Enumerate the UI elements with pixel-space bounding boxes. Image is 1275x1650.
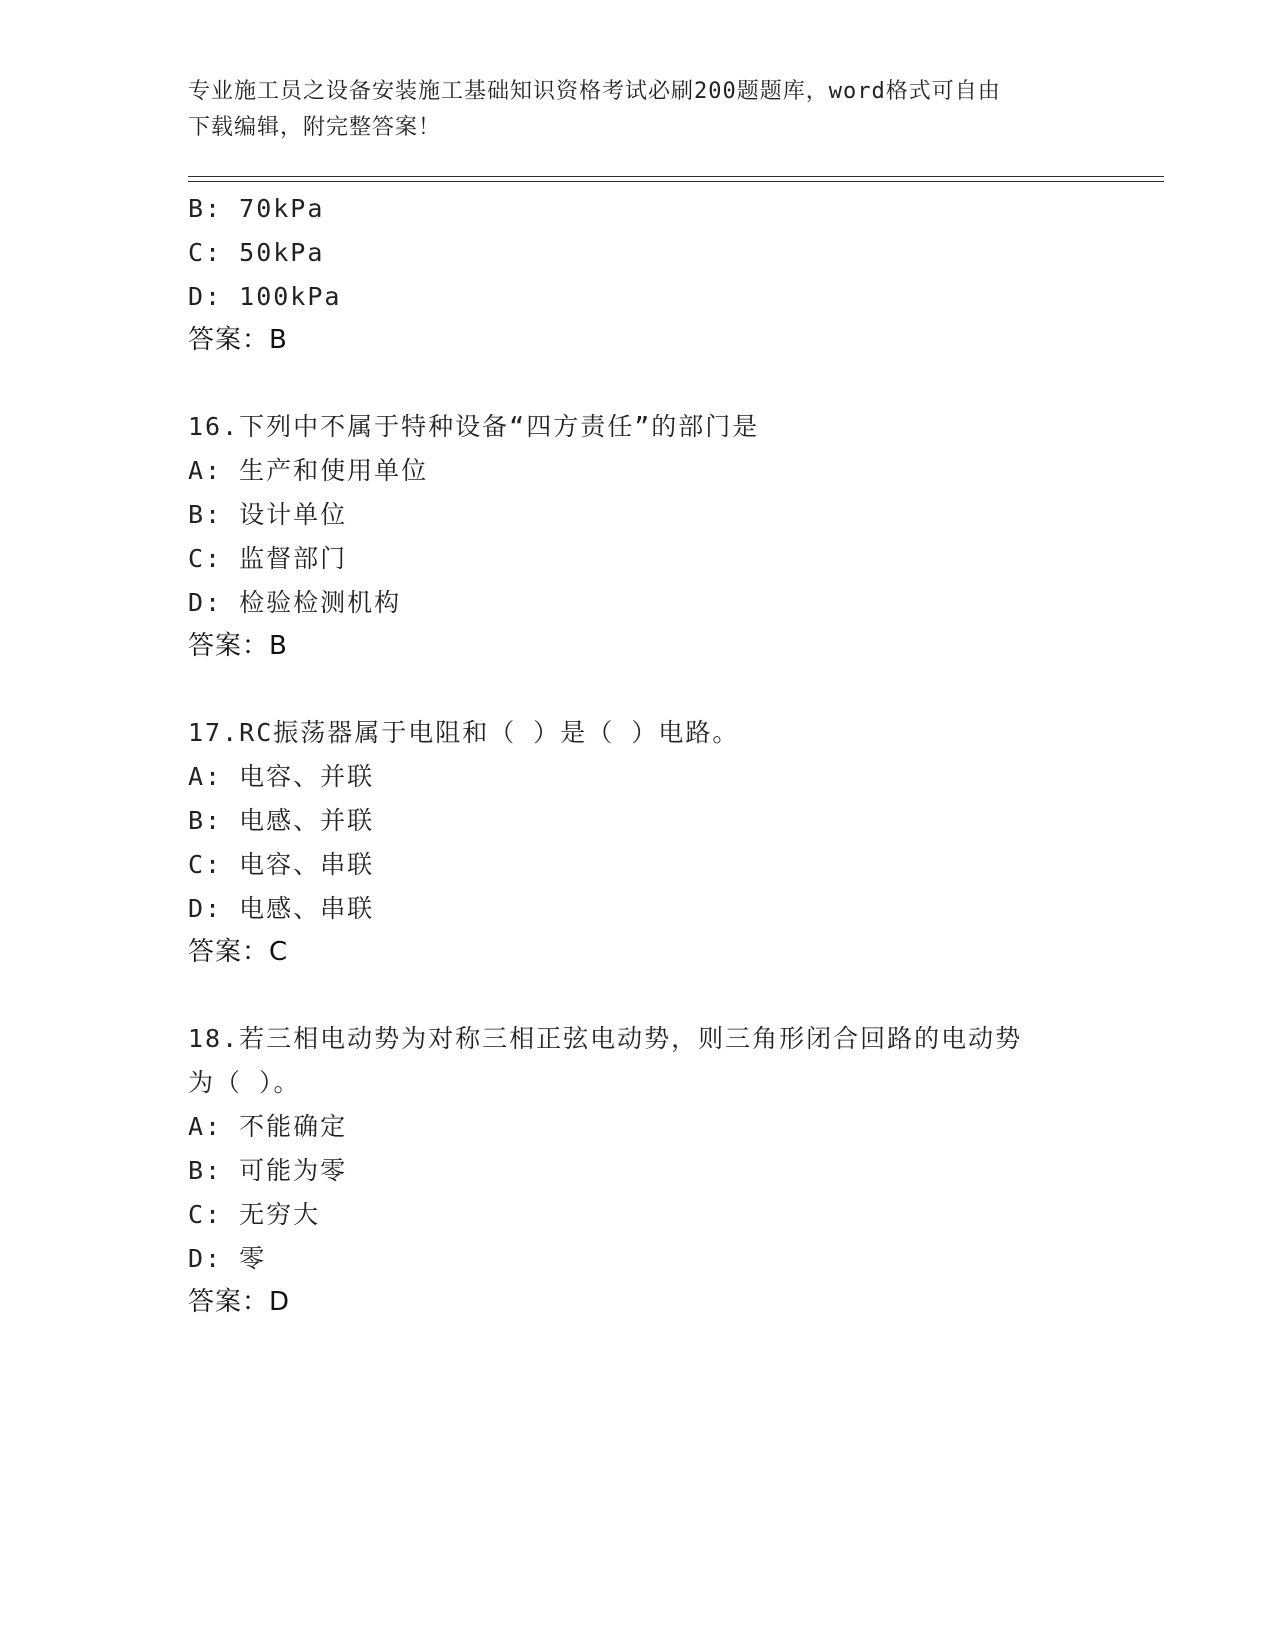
header-line-1: 专业施工员之设备安装施工基础知识资格考试必刷200题题库，word格式可自由 [188, 79, 1001, 104]
question-text: 16.下列中不属于特种设备“四方责任”的部门是 [188, 412, 760, 441]
question-text: 17.RC振荡器属于电阻和（ ）是（ ）电路。 [188, 718, 740, 747]
option-b: B: 电感、并联 [188, 806, 375, 835]
header-line-2: 下载编辑，附完整答案！ [188, 115, 442, 140]
answer: 答案：D [188, 1287, 291, 1317]
header-divider-top [188, 176, 1164, 177]
answer: 答案：B [188, 631, 288, 661]
answer: 答案：B [188, 325, 288, 355]
option-d: D: 100kPa [188, 282, 342, 311]
option-b: B: 可能为零 [188, 1156, 348, 1185]
option-b: B: 设计单位 [188, 500, 348, 529]
option-d: D: 电感、串联 [188, 894, 375, 923]
option-c: C: 无穷大 [188, 1200, 321, 1229]
header-divider-bottom [188, 181, 1164, 182]
option-c: C: 电容、串联 [188, 850, 375, 879]
question-text-line-1: 18.若三相电动势为对称三相正弦电动势，则三角形闭合回路的电动势 [188, 1024, 1023, 1053]
header-text [188, 74, 1078, 146]
answer: 答案：C [188, 937, 289, 967]
option-a: A: 生产和使用单位 [188, 456, 429, 485]
option-c: C: 监督部门 [188, 544, 348, 573]
option-b: B: 70kPa [188, 194, 325, 223]
option-d: D: 零 [188, 1244, 267, 1273]
option-a: A: 不能确定 [188, 1112, 348, 1141]
option-c: C: 50kPa [188, 238, 325, 267]
option-a: A: 电容、并联 [188, 762, 375, 791]
option-d: D: 检验检测机构 [188, 588, 402, 617]
question-text-line-2: 为（ ）。 [188, 1068, 301, 1097]
